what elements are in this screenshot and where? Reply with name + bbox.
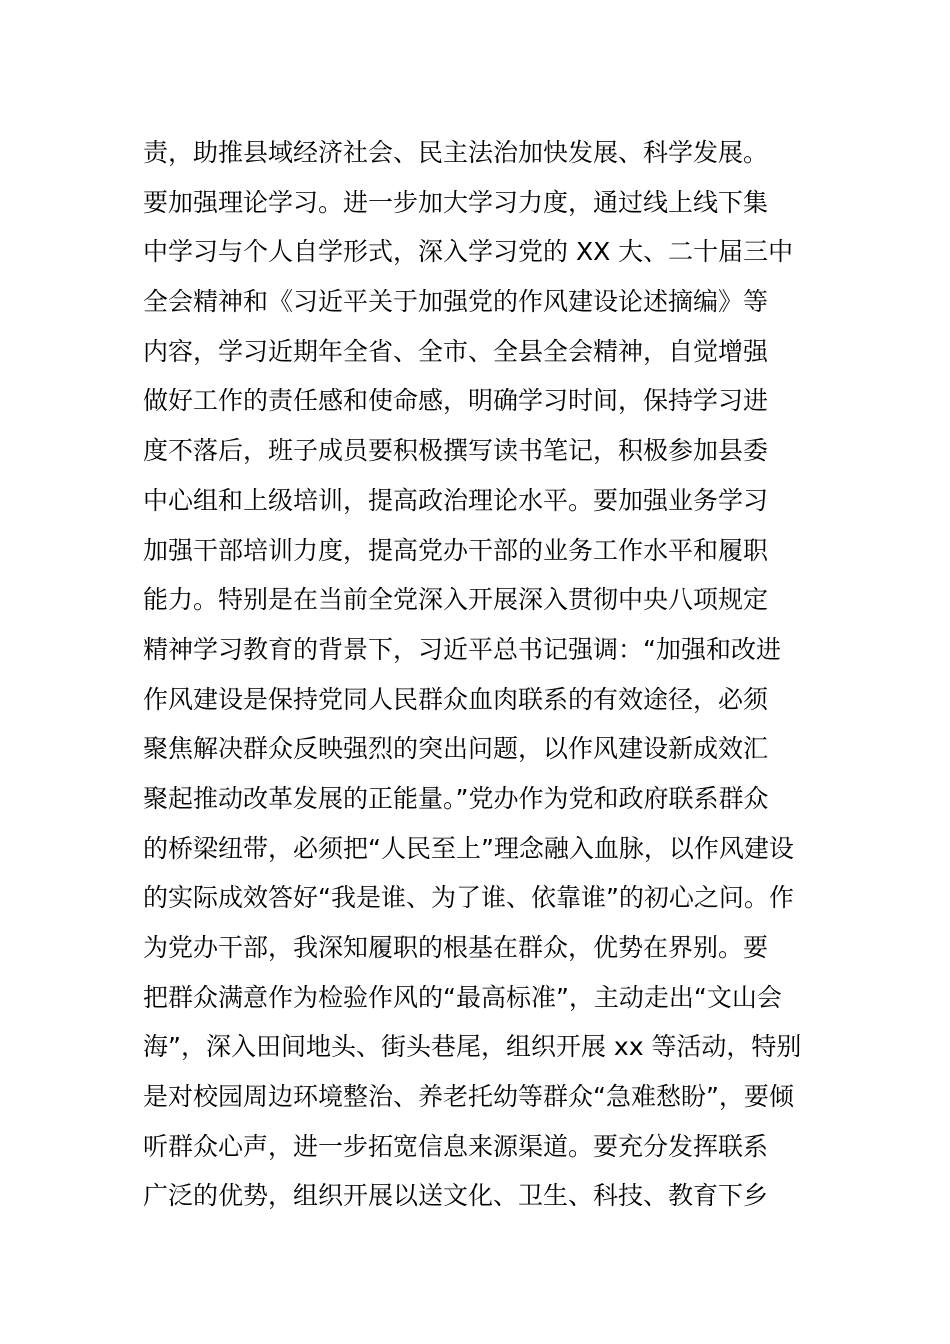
body-text bbox=[143, 128, 823, 1221]
text-line: 做好工作的责任感和使命感，明确学习时间，保持学习进 bbox=[143, 386, 769, 416]
text-line: 听群众心声，进一步拓宽信息来源渠道。要充分发挥联系 bbox=[143, 1131, 769, 1161]
text-line: 要加强理论学习。进一步加大学习力度，通过线上线下集 bbox=[143, 187, 769, 217]
text-line: 全会精神和《习近平关于加强党的作风建设论述摘编》等 bbox=[143, 287, 769, 317]
text-line: 作风建设是保持党同人民群众血肉联系的有效途径，必须 bbox=[143, 684, 769, 714]
text-line: 度不落后，班子成员要积极撰写读书笔记，积极参加县委 bbox=[143, 436, 769, 466]
text-line: 内容，学习近期年全省、全市、全县全会精神，自觉增强 bbox=[143, 336, 769, 366]
text-line: 把群众满意作为检验作风的“最高标准”，主动走出“文山会 bbox=[143, 982, 782, 1012]
text-line: 海”，深入田间地头、街头巷尾，组织开展 xx 等活动，特别 bbox=[143, 1032, 802, 1062]
text-line: 的桥梁纽带，必须把“人民至上”理念融入血脉，以作风建设 bbox=[143, 833, 794, 863]
text-line: 聚起推动改革发展的正能量。”党办作为党和政府联系群众 bbox=[143, 783, 769, 813]
text-line: 加强干部培训力度，提高党办干部的业务工作水平和履职 bbox=[143, 535, 769, 565]
text-line: 中学习与个人自学形式，深入学习党的 XX 大、二十届三中 bbox=[143, 237, 794, 267]
text-line: 广泛的优势，组织开展以送文化、卫生、科技、教育下乡 bbox=[143, 1181, 769, 1211]
text-line: 能力。特别是在当前全党深入开展深入贯彻中央八项规定 bbox=[143, 585, 769, 615]
text-line: 聚焦解决群众反映强烈的突出问题，以作风建设新成效汇 bbox=[143, 734, 769, 764]
text-line: 是对校园周边环境整治、养老托幼等群众“急难愁盼”，要倾 bbox=[143, 1082, 794, 1112]
text-line: 的实际成效答好“我是谁、为了谁、依靠谁”的初心之问。作 bbox=[143, 883, 794, 913]
text-line: 中心组和上级培训，提高政治理论水平。要加强业务学习 bbox=[143, 485, 769, 515]
text-line: 精神学习教育的背景下，习近平总书记强调：“加强和改进 bbox=[143, 634, 781, 664]
text-line: 责，助推县域经济社会、民主法治加快发展、科学发展。 bbox=[143, 138, 769, 167]
text-line: 为党办干部，我深知履职的根基在群众，优势在界别。要 bbox=[143, 933, 769, 962]
